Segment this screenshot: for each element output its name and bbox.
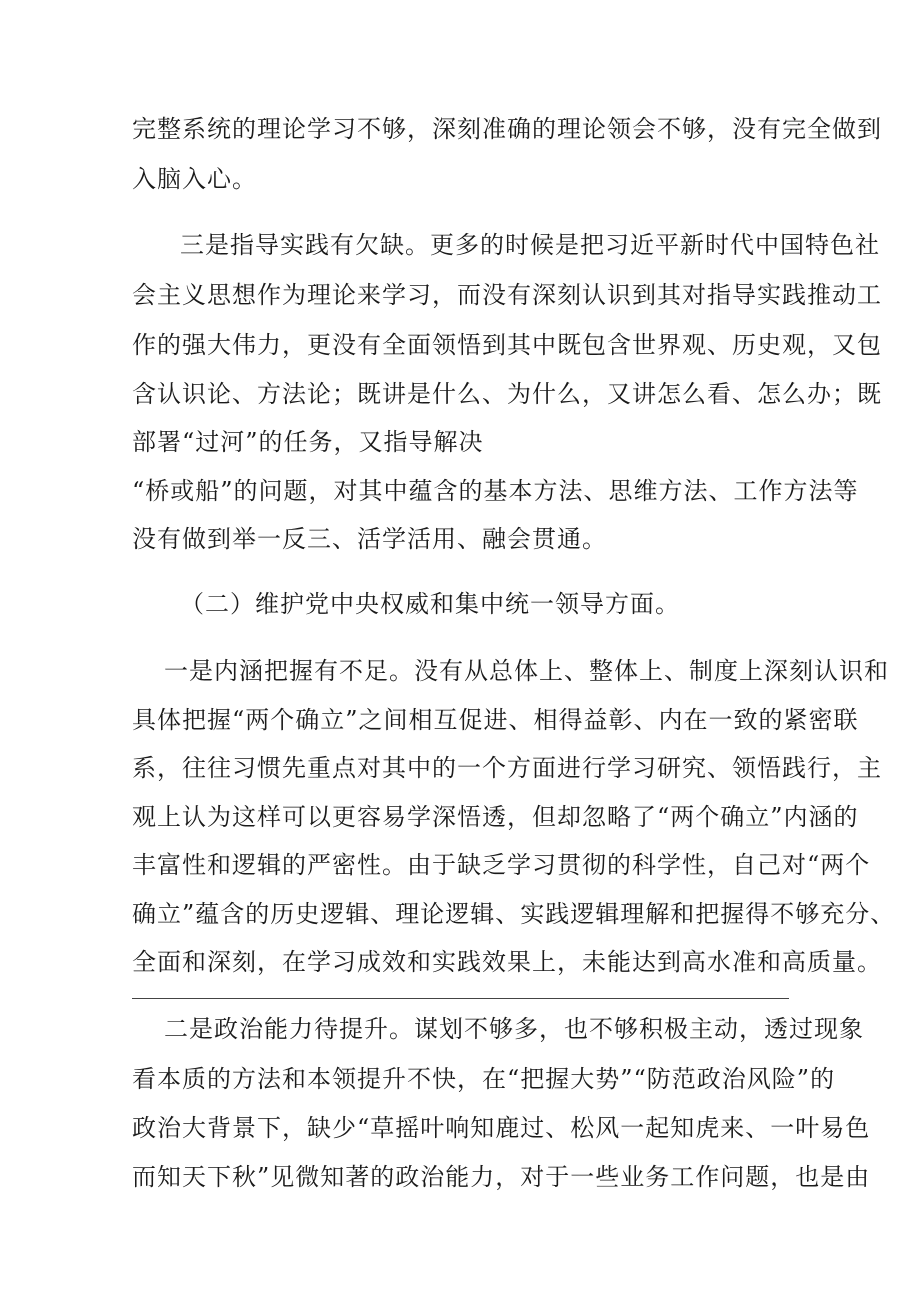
text-line: 部署“过河”的任务，又指导解决 bbox=[132, 428, 484, 456]
paragraph-first-line: 一是内涵把握有不足。没有从总体上、整体上、制度上深刻认识和 bbox=[164, 657, 889, 685]
paragraph-first-line: 二是政治能力待提升。谋划不够多，也不够积极主动，透过现象 bbox=[164, 1015, 864, 1043]
section-heading: （二）维护党中央权威和集中统一领导方面。 bbox=[180, 590, 680, 618]
text-line: 含认识论、方法论；既讲是什么、为什么，又讲怎么看、怎么办；既 bbox=[132, 380, 882, 408]
text-line: 全面和深刻，在学习成效和实践效果上，未能达到高水准和高质量。 bbox=[132, 948, 882, 976]
text-line: 观上认为这样可以更容易学深悟透，但却忽略了“两个确立”内涵的 bbox=[132, 803, 859, 831]
horizontal-divider bbox=[132, 998, 789, 999]
text-line: 作的强大伟力，更没有全面领悟到其中既包含世界观、历史观，又包 bbox=[132, 331, 882, 359]
text-line: “桥或船”的问题，对其中蕴含的基本方法、思维方法、工作方法等 bbox=[132, 477, 859, 505]
text-line: 完整系统的理论学习不够，深刻准确的理论领会不够，没有完全做到 bbox=[132, 115, 882, 143]
text-line: 政治大背景下，缺少“草摇叶响知鹿过、松风一起知虎来、一叶易色 bbox=[132, 1114, 871, 1142]
text-line: 系，往往习惯先重点对其中的一个方面进行学习研究、领悟践行，主 bbox=[132, 754, 882, 782]
paragraph-first-line: 三是指导实践有欠缺。更多的时候是把习近平新时代中国特色社 bbox=[180, 231, 880, 259]
text-line: 入脑入心。 bbox=[132, 165, 257, 193]
text-line: 看本质的方法和本领提升不快，在“把握大势”“防范政治风险”的 bbox=[132, 1065, 836, 1093]
text-line: 具体把握“两个确立”之间相互促进、相得益彰、内在一致的紧密联 bbox=[132, 706, 859, 734]
text-line: 会主义思想作为理论来学习，而没有深刻认识到其对指导实践推动工 bbox=[132, 281, 882, 309]
text-line: 确立”蕴含的历史逻辑、理论逻辑、实践逻辑理解和把握得不够充分、 bbox=[132, 900, 896, 928]
text-line: 没有做到举一反三、活学活用、融会贯通。 bbox=[132, 525, 607, 553]
text-line: 丰富性和逻辑的严密性。由于缺乏学习贯彻的科学性，自己对“两个 bbox=[132, 851, 871, 879]
text-line: 而知天下秋”见微知著的政治能力，对于一些业务工作问题，也是由 bbox=[132, 1163, 871, 1191]
